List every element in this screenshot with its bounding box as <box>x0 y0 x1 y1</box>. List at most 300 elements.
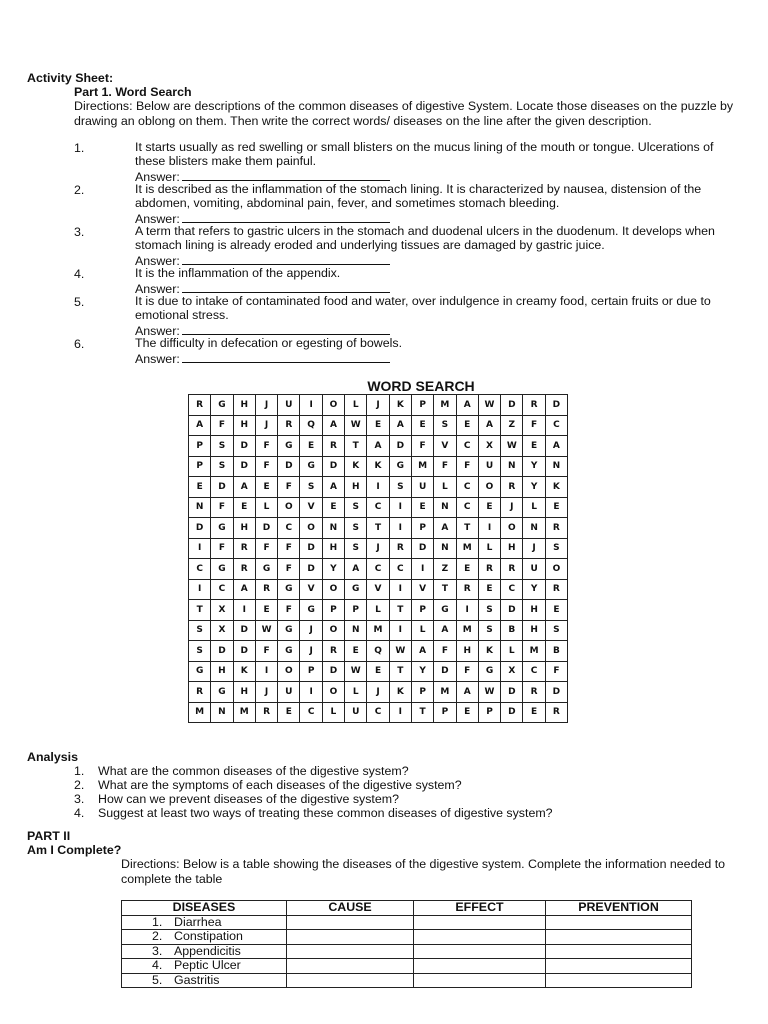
word-search-cell[interactable]: L <box>322 702 344 723</box>
word-search-cell[interactable]: T <box>367 518 389 539</box>
word-search-cell[interactable]: I <box>389 497 411 518</box>
effect-cell[interactable] <box>414 959 546 974</box>
effect-cell[interactable] <box>414 930 546 945</box>
word-search-cell[interactable]: M <box>456 538 478 559</box>
word-search-cell[interactable]: I <box>411 559 433 580</box>
word-search-cell[interactable]: E <box>411 415 433 436</box>
word-search-cell[interactable]: Y <box>322 559 344 580</box>
word-search-cell[interactable]: H <box>233 682 255 703</box>
word-search-cell[interactable]: R <box>255 702 277 723</box>
analysis-item <box>74 764 409 778</box>
cause-cell[interactable] <box>287 930 414 945</box>
word-search-cell[interactable]: N <box>345 620 367 641</box>
word-search-cell[interactable]: E <box>255 477 277 498</box>
word-search-cell[interactable]: V <box>300 497 322 518</box>
word-search-cell[interactable]: X <box>501 661 523 682</box>
word-search-cell[interactable]: H <box>501 538 523 559</box>
effect-cell[interactable] <box>414 915 546 930</box>
word-search-cell[interactable]: V <box>367 579 389 600</box>
word-search-cell[interactable]: N <box>189 497 211 518</box>
word-search-cell[interactable]: D <box>233 620 255 641</box>
word-search-cell[interactable]: M <box>411 456 433 477</box>
word-search-cell[interactable]: T <box>389 600 411 621</box>
word-search-cell[interactable]: S <box>345 518 367 539</box>
word-search-cell[interactable]: O <box>322 579 344 600</box>
cause-cell[interactable] <box>287 973 414 988</box>
word-search-cell[interactable]: S <box>434 415 456 436</box>
answer-blank[interactable] <box>182 253 390 265</box>
word-search-cell[interactable]: U <box>278 682 300 703</box>
word-search-cell[interactable]: H <box>456 641 478 662</box>
word-search-cell[interactable]: C <box>278 518 300 539</box>
word-search-cell[interactable]: R <box>278 415 300 436</box>
word-search-cell[interactable]: C <box>456 497 478 518</box>
word-search-cell[interactable]: R <box>545 579 567 600</box>
word-search-cell[interactable]: G <box>211 395 233 416</box>
word-search-cell[interactable]: D <box>189 518 211 539</box>
word-search-cell[interactable]: Q <box>300 415 322 436</box>
word-search-cell[interactable]: K <box>478 641 500 662</box>
word-search-cell[interactable]: J <box>367 682 389 703</box>
word-search-cell[interactable]: F <box>278 559 300 580</box>
word-search-cell[interactable]: D <box>501 702 523 723</box>
word-search-cell[interactable]: F <box>456 456 478 477</box>
word-search-cell[interactable]: G <box>211 682 233 703</box>
word-search-cell[interactable]: L <box>411 620 433 641</box>
word-search-cell[interactable]: R <box>389 538 411 559</box>
question-number: 1. <box>74 141 85 155</box>
word-search-cell[interactable]: E <box>456 415 478 436</box>
word-search-cell[interactable]: G <box>278 641 300 662</box>
word-search-cell[interactable]: O <box>322 682 344 703</box>
word-search-cell[interactable]: J <box>255 682 277 703</box>
word-search-cell[interactable]: D <box>211 477 233 498</box>
word-search-cell[interactable]: L <box>434 477 456 498</box>
word-search-cell[interactable]: H <box>211 661 233 682</box>
word-search-cell[interactable]: A <box>545 436 567 457</box>
word-search-cell[interactable]: E <box>322 497 344 518</box>
cause-cell[interactable] <box>287 959 414 974</box>
word-search-cell[interactable]: R <box>189 682 211 703</box>
word-search-cell[interactable]: F <box>278 600 300 621</box>
word-search-cell[interactable]: F <box>523 415 545 436</box>
word-search-cell[interactable]: L <box>255 497 277 518</box>
word-search-cell[interactable]: U <box>478 456 500 477</box>
question-text: A term that refers to gastric ulcers in the stomach and duodenal ulcers in the duodenum. It develops when stomach lining is already eroded and underlying tissues are damaged by gastric juice. <box>135 224 715 252</box>
word-search-cell[interactable]: A <box>233 579 255 600</box>
word-search-cell[interactable]: V <box>434 436 456 457</box>
word-search-cell[interactable]: K <box>389 682 411 703</box>
prevention-cell[interactable] <box>546 930 692 945</box>
word-search-cell[interactable]: R <box>233 559 255 580</box>
word-search-cell[interactable]: U <box>345 702 367 723</box>
word-search-cell[interactable]: F <box>211 415 233 436</box>
answer-blank[interactable] <box>182 323 390 335</box>
word-search-cell[interactable]: P <box>411 600 433 621</box>
word-search-cell[interactable]: A <box>456 395 478 416</box>
word-search-cell[interactable]: L <box>345 682 367 703</box>
word-search-cell[interactable]: W <box>389 641 411 662</box>
word-search-cell[interactable]: K <box>545 477 567 498</box>
word-search-cell[interactable]: W <box>255 620 277 641</box>
word-search-cell[interactable]: N <box>501 456 523 477</box>
word-search-cell[interactable]: E <box>545 600 567 621</box>
word-search-cell[interactable]: Y <box>523 477 545 498</box>
word-search-cell[interactable]: E <box>411 497 433 518</box>
word-search-cell[interactable]: C <box>211 579 233 600</box>
word-search-cell[interactable]: I <box>478 518 500 539</box>
word-search-cell[interactable]: S <box>389 477 411 498</box>
word-search-cell[interactable]: B <box>545 641 567 662</box>
word-search-cell[interactable]: M <box>434 395 456 416</box>
word-search-cell[interactable]: X <box>211 600 233 621</box>
word-search-cell[interactable]: O <box>278 661 300 682</box>
word-search-cell[interactable]: X <box>211 620 233 641</box>
word-search-cell[interactable]: H <box>233 518 255 539</box>
word-search-cell[interactable]: A <box>189 415 211 436</box>
word-search-cell[interactable]: F <box>255 538 277 559</box>
word-search-cell[interactable]: U <box>411 477 433 498</box>
word-search-cell[interactable]: M <box>189 702 211 723</box>
word-search-cell[interactable]: C <box>523 661 545 682</box>
word-search-cell[interactable]: C <box>545 415 567 436</box>
word-search-cell[interactable]: R <box>189 395 211 416</box>
word-search-cell[interactable]: A <box>478 415 500 436</box>
word-search-cell[interactable]: D <box>211 641 233 662</box>
word-search-cell[interactable]: D <box>322 456 344 477</box>
word-search-cell[interactable]: C <box>367 702 389 723</box>
disease-number: 3. <box>152 943 163 958</box>
word-search-cell[interactable]: O <box>545 559 567 580</box>
word-search-cell[interactable]: W <box>478 395 500 416</box>
word-search-cell[interactable]: R <box>322 436 344 457</box>
word-search-cell[interactable]: I <box>300 682 322 703</box>
word-search-cell[interactable]: J <box>367 538 389 559</box>
word-search-cell[interactable]: I <box>367 477 389 498</box>
word-search-cell[interactable]: F <box>255 641 277 662</box>
word-search-cell[interactable]: D <box>501 682 523 703</box>
word-search-cell[interactable]: E <box>345 641 367 662</box>
word-search-cell[interactable]: K <box>233 661 255 682</box>
word-search-cell[interactable]: L <box>523 497 545 518</box>
word-search-cell[interactable]: S <box>211 436 233 457</box>
word-search-cell[interactable]: E <box>278 702 300 723</box>
word-search-cell[interactable]: A <box>233 477 255 498</box>
word-search-cell[interactable]: G <box>278 436 300 457</box>
word-search-cell[interactable]: A <box>434 518 456 539</box>
analysis-item-text: What are the common diseases of the digestive system? <box>98 764 409 778</box>
word-search-cell[interactable]: C <box>501 579 523 600</box>
word-search-cell[interactable]: S <box>345 538 367 559</box>
effect-cell[interactable] <box>414 973 546 988</box>
word-search-cell[interactable]: D <box>300 559 322 580</box>
word-search-cell[interactable]: L <box>478 538 500 559</box>
word-search-cell[interactable]: I <box>255 661 277 682</box>
word-search-cell[interactable]: E <box>367 415 389 436</box>
word-search-cell[interactable]: W <box>345 661 367 682</box>
disease-name: Gastritis <box>174 972 220 987</box>
word-search-cell[interactable]: Q <box>367 641 389 662</box>
word-search-cell[interactable]: D <box>278 456 300 477</box>
word-search-cell[interactable]: P <box>322 600 344 621</box>
word-search-cell[interactable]: R <box>523 395 545 416</box>
word-search-cell[interactable]: S <box>211 456 233 477</box>
word-search-cell[interactable]: I <box>389 702 411 723</box>
word-search-cell[interactable]: O <box>300 518 322 539</box>
word-search-cell[interactable]: B <box>501 620 523 641</box>
word-search-cell[interactable]: G <box>300 456 322 477</box>
word-search-cell[interactable]: O <box>322 395 344 416</box>
word-search-cell[interactable]: D <box>322 661 344 682</box>
cause-cell[interactable] <box>287 915 414 930</box>
word-search-cell[interactable]: L <box>345 395 367 416</box>
word-search-cell[interactable]: F <box>434 456 456 477</box>
word-search-cell[interactable]: R <box>456 579 478 600</box>
word-search-cell[interactable]: E <box>189 477 211 498</box>
word-search-cell[interactable]: D <box>501 600 523 621</box>
word-search-cell[interactable]: A <box>322 415 344 436</box>
word-search-cell[interactable]: N <box>434 538 456 559</box>
word-search-cell[interactable]: M <box>367 620 389 641</box>
word-search-cell[interactable]: O <box>501 518 523 539</box>
prevention-cell[interactable] <box>546 915 692 930</box>
prevention-cell[interactable] <box>546 959 692 974</box>
word-search-cell[interactable]: C <box>389 559 411 580</box>
prevention-cell[interactable] <box>546 973 692 988</box>
word-search-cell[interactable]: A <box>367 436 389 457</box>
word-search-cell[interactable]: T <box>434 579 456 600</box>
word-search-cell[interactable]: M <box>434 682 456 703</box>
word-search-cell[interactable]: T <box>345 436 367 457</box>
word-search-cell[interactable]: Y <box>523 456 545 477</box>
word-search-cell[interactable]: C <box>189 559 211 580</box>
word-search-cell[interactable]: F <box>255 436 277 457</box>
word-search-cell[interactable]: H <box>345 477 367 498</box>
word-search-cell[interactable]: E <box>300 436 322 457</box>
word-search-cell[interactable]: D <box>233 436 255 457</box>
word-search-cell[interactable]: J <box>300 641 322 662</box>
word-search-cell[interactable]: I <box>456 600 478 621</box>
word-search-cell[interactable]: J <box>255 395 277 416</box>
word-search-cell[interactable]: N <box>434 497 456 518</box>
cause-cell[interactable] <box>287 944 414 959</box>
word-search-cell[interactable]: G <box>389 456 411 477</box>
word-search-cell[interactable]: F <box>434 641 456 662</box>
word-search-cell[interactable]: G <box>255 559 277 580</box>
word-search-cell[interactable]: D <box>255 518 277 539</box>
word-search-cell[interactable]: O <box>322 620 344 641</box>
word-search-cell[interactable]: J <box>300 620 322 641</box>
word-search-cell[interactable]: C <box>300 702 322 723</box>
word-search-cell[interactable]: K <box>389 395 411 416</box>
word-search-cell[interactable]: M <box>456 620 478 641</box>
word-search-cell[interactable]: Z <box>434 559 456 580</box>
answer-blank[interactable] <box>182 211 390 223</box>
word-search-cell[interactable]: E <box>456 702 478 723</box>
word-search-cell[interactable]: A <box>322 477 344 498</box>
word-search-cell[interactable]: Y <box>523 579 545 600</box>
word-search-cell[interactable]: S <box>478 620 500 641</box>
word-search-cell[interactable]: D <box>434 661 456 682</box>
word-search-cell[interactable]: P <box>434 702 456 723</box>
word-search-cell[interactable]: A <box>434 620 456 641</box>
word-search-cell[interactable]: G <box>189 661 211 682</box>
word-search-cell[interactable]: G <box>345 579 367 600</box>
word-search-cell[interactable]: H <box>233 395 255 416</box>
word-search-cell[interactable]: R <box>501 559 523 580</box>
word-search-cell[interactable]: O <box>478 477 500 498</box>
word-search-cell[interactable]: H <box>233 415 255 436</box>
word-search-cell[interactable]: E <box>255 600 277 621</box>
word-search-cell[interactable]: E <box>367 661 389 682</box>
word-search-cell[interactable]: L <box>501 641 523 662</box>
word-search-cell[interactable]: P <box>411 518 433 539</box>
word-search-cell[interactable]: H <box>322 538 344 559</box>
word-search-cell[interactable]: R <box>545 702 567 723</box>
word-search-cell[interactable]: G <box>211 518 233 539</box>
word-search-cell[interactable]: J <box>255 415 277 436</box>
word-search-cell[interactable]: R <box>501 477 523 498</box>
word-search-cell[interactable]: G <box>478 661 500 682</box>
word-search-cell[interactable]: R <box>233 538 255 559</box>
word-search-row <box>189 641 568 662</box>
word-search-cell[interactable]: E <box>545 497 567 518</box>
word-search-cell[interactable]: R <box>322 641 344 662</box>
word-search-cell[interactable]: I <box>189 579 211 600</box>
word-search-cell[interactable]: H <box>523 620 545 641</box>
word-search-cell[interactable]: S <box>300 477 322 498</box>
word-search-cell[interactable]: R <box>255 579 277 600</box>
word-search-cell[interactable]: J <box>523 538 545 559</box>
word-search-cell[interactable]: F <box>211 497 233 518</box>
word-search-cell[interactable]: P <box>478 702 500 723</box>
word-search-cell[interactable]: T <box>389 661 411 682</box>
word-search-cell[interactable]: P <box>189 456 211 477</box>
word-search-cell[interactable]: N <box>545 456 567 477</box>
word-search-cell[interactable]: I <box>389 579 411 600</box>
word-search-cell[interactable]: G <box>434 600 456 621</box>
word-search-cell[interactable]: D <box>233 456 255 477</box>
word-search-cell[interactable]: C <box>367 497 389 518</box>
word-search-cell[interactable]: F <box>211 538 233 559</box>
word-search-cell[interactable]: D <box>545 682 567 703</box>
word-search-cell[interactable]: I <box>233 600 255 621</box>
word-search-cell[interactable]: N <box>211 702 233 723</box>
word-search-cell[interactable]: K <box>367 456 389 477</box>
word-search-cell[interactable]: N <box>523 518 545 539</box>
word-search-cell[interactable]: A <box>345 559 367 580</box>
word-search-cell[interactable]: M <box>523 641 545 662</box>
word-search-cell[interactable]: W <box>501 436 523 457</box>
prevention-cell[interactable] <box>546 944 692 959</box>
word-search-cell[interactable]: M <box>233 702 255 723</box>
word-search-cell[interactable]: A <box>411 641 433 662</box>
word-search-cell[interactable]: R <box>523 682 545 703</box>
word-search-cell[interactable]: D <box>389 436 411 457</box>
word-search-cell[interactable]: O <box>278 497 300 518</box>
word-search-cell[interactable]: I <box>389 518 411 539</box>
word-search-cell[interactable]: K <box>345 456 367 477</box>
word-search-cell[interactable]: C <box>456 436 478 457</box>
word-search-cell[interactable]: J <box>367 395 389 416</box>
word-search-cell[interactable]: R <box>478 559 500 580</box>
word-search-cell[interactable]: L <box>367 600 389 621</box>
word-search-cell[interactable]: D <box>300 538 322 559</box>
word-search-cell[interactable]: U <box>523 559 545 580</box>
word-search-cell[interactable]: G <box>278 620 300 641</box>
word-search-cell[interactable]: G <box>300 600 322 621</box>
word-search-cell[interactable]: V <box>411 579 433 600</box>
word-search-cell[interactable]: X <box>478 436 500 457</box>
word-search-cell[interactable]: S <box>478 600 500 621</box>
word-search-cell[interactable]: P <box>345 600 367 621</box>
word-search-cell[interactable]: P <box>411 682 433 703</box>
word-search-cell[interactable]: S <box>545 538 567 559</box>
word-search-cell[interactable]: T <box>411 702 433 723</box>
word-search-cell[interactable]: G <box>211 559 233 580</box>
word-search-cell[interactable]: F <box>456 661 478 682</box>
word-search-cell[interactable]: D <box>545 395 567 416</box>
word-search-cell[interactable]: E <box>523 436 545 457</box>
word-search-cell[interactable]: P <box>300 661 322 682</box>
word-search-cell[interactable]: D <box>501 395 523 416</box>
word-search-cell[interactable]: Y <box>411 661 433 682</box>
word-search-cell[interactable]: F <box>411 436 433 457</box>
word-search-cell[interactable]: E <box>523 702 545 723</box>
word-search-cell[interactable]: S <box>345 497 367 518</box>
word-search-cell[interactable]: I <box>189 538 211 559</box>
word-search-cell[interactable]: U <box>278 395 300 416</box>
word-search-cell[interactable]: R <box>545 518 567 539</box>
word-search-cell[interactable]: E <box>478 579 500 600</box>
word-search-cell[interactable]: W <box>345 415 367 436</box>
answer-blank[interactable] <box>182 351 390 363</box>
word-search-cell[interactable]: E <box>456 559 478 580</box>
word-search-cell[interactable]: W <box>478 682 500 703</box>
word-search-cell[interactable]: F <box>278 538 300 559</box>
word-search-cell[interactable]: G <box>278 579 300 600</box>
word-search-cell[interactable]: E <box>478 497 500 518</box>
word-search-cell[interactable]: S <box>189 641 211 662</box>
word-search-cell[interactable]: I <box>300 395 322 416</box>
word-search-cell[interactable]: H <box>523 600 545 621</box>
word-search-cell[interactable]: T <box>456 518 478 539</box>
effect-cell[interactable] <box>414 944 546 959</box>
word-search-cell[interactable]: P <box>411 395 433 416</box>
word-search-cell[interactable]: E <box>233 497 255 518</box>
word-search-cell[interactable]: F <box>545 661 567 682</box>
word-search-cell[interactable]: D <box>233 641 255 662</box>
answer-blank[interactable] <box>182 169 390 181</box>
word-search-cell[interactable]: S <box>545 620 567 641</box>
word-search-cell[interactable]: F <box>278 477 300 498</box>
word-search-cell[interactable]: Z <box>501 415 523 436</box>
word-search-cell[interactable]: C <box>456 477 478 498</box>
word-search-cell[interactable]: S <box>189 620 211 641</box>
word-search-cell[interactable]: A <box>389 415 411 436</box>
word-search-cell[interactable]: D <box>411 538 433 559</box>
word-search-cell[interactable]: I <box>389 620 411 641</box>
word-search-cell[interactable]: C <box>367 559 389 580</box>
word-search-cell[interactable]: A <box>456 682 478 703</box>
word-search-cell[interactable]: F <box>255 456 277 477</box>
answer-blank[interactable] <box>182 281 390 293</box>
word-search-cell[interactable]: J <box>501 497 523 518</box>
word-search-cell[interactable]: V <box>300 579 322 600</box>
word-search-cell[interactable]: T <box>189 600 211 621</box>
word-search-cell[interactable]: N <box>322 518 344 539</box>
word-search-cell[interactable]: P <box>189 436 211 457</box>
